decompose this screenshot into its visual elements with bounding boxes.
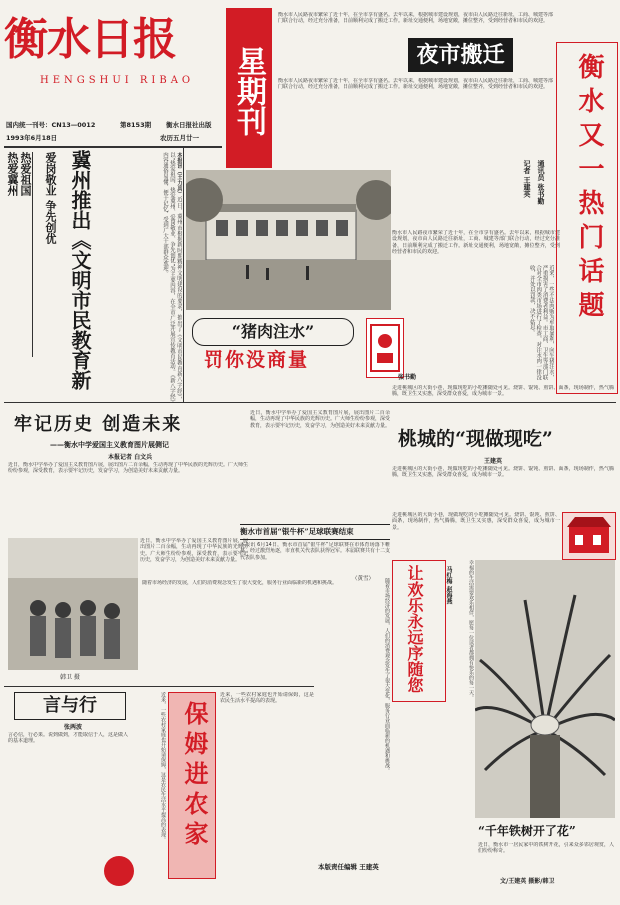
history-headline: 牢记历史 创造未来 [14, 414, 183, 435]
nanny-body-left: 近来，一些农村家庭也开始请保姆，这是农民生活水平提高的表现。 [160, 692, 166, 842]
night-market-body-top: 衡水市人民路夜市繁荣了近十年，在全市享有盛名。去年以来，根据城市建设规划，夜市由人民路迁往新址，工商、城建等部门联合行动，经过充分准备，日前顺利完成了搬迁工作。新址交通便利，场地宽敞，摊位整齐，受到经营者和市民的欢迎。 [278, 12, 553, 25]
history-photo [8, 538, 138, 670]
football-body: 本报讯 6月14日，衡水市首届“银牛杯”足球联赛在市体育场落下帷幕。经过激烈角逐，市直机关代表队获得冠军。本届联赛共有十二支代表队参加。 [240, 542, 390, 561]
night-market-body: 衡水市人民路夜市繁荣了近十年，在全市享有盛名。去年以来，根据城市建设规划，夜市由人民路迁往新址，工商、城建等部门联合行动，经过充分准备，日前顺利完成了搬迁工作。新址交通便利，场地宽敞，摊位整齐，受到经营者和市民的欢迎。 [278, 78, 553, 91]
football-headline: 衡水市首届“银牛杯”足球联赛结束 [240, 524, 390, 540]
slogan-3: 爱岗敬业 [44, 152, 57, 196]
tree-credit: 文/王建英 摄影/韩卫 [500, 878, 555, 885]
lunar-date: 农历五月廿一 [160, 134, 199, 142]
issue-number: 第8153期 [120, 121, 152, 129]
tree-photo [475, 560, 615, 818]
lead-body [100, 152, 182, 402]
nanny-body: 近来，一些农村家庭也开始请保姆，这是农民生活水平提高的表现。 [220, 692, 314, 705]
yiyi-title: 言与行 [14, 692, 126, 720]
pork-byline: 张书勤 [398, 374, 417, 381]
let-body: 幸福的生活需要欢乐相伴，愿每一位读者都拥有快乐的每一天。 [468, 560, 474, 700]
history-photo-caption: 韩卫 摄 [60, 674, 80, 681]
history-body-col3: 近日，衡水中学举办了爱国主义教育图片展，展出图片二百余幅，生动再现了中华民族的光辉历史。广大师生纷纷参观，深受教育，表示要牢记历史，发奋学习，为创造美好未来贡献力量。 [250, 410, 390, 429]
history-body: 近日，衡水中学举办了爱国主义教育图片展，展出图片二百余幅，生动再现了中华民族的光辉历史。广大师生纷纷参观，深受教育，表示要牢记历史，发奋学习，为创造美好未来贡献力量。 [8, 462, 248, 475]
issn: 国内统一刊号：CN13—0012 [6, 121, 96, 129]
history-byline: 本报记者 白文兵 [108, 454, 153, 461]
tree-body: 近日，衡水市一居民家中的铁树开花，引来众多邻居观赏，人们纷纷称奇。 [478, 842, 614, 855]
taocheng-body: 走进桃城区的大街小巷，现做现吃的小吃摊随处可见。烧饼、馄饨、煎饼、面条，现场制作，热气腾腾，既卫生又实惠，深受群众喜爱，成为城市一景。 [392, 466, 614, 479]
lead-text: 近日，冀州市根据新时期精神文明建设的要求，推出了《文明市民教育新八字经》，以“热爱祖国、热爱冀州、爱岗敬业、争先创优”为主要内容，在全市广泛开展宣传教育活动。《新八字经》内容通俗易懂，便于记忆，受到广大干部群众欢迎。 [162, 152, 182, 402]
football-credit: （黄雪） [352, 576, 375, 582]
slogan-column [6, 152, 33, 357]
cycad-illustration [475, 560, 615, 818]
lead-headline: 冀州推出《文明市民教育新 [68, 150, 92, 390]
taocheng-body-top: 走进桃城区的大街小巷，现做现吃的小吃摊随处可见。烧饼、馄饨、煎饼、面条，现场制作，热气腾腾，既卫生又实惠，深受群众喜爱，成为城市一景。 [392, 385, 614, 398]
publisher: 衡水日报社出版 [166, 121, 212, 129]
bottom-divider [4, 686, 314, 687]
slogan-1: 热爱祖国 [19, 152, 32, 196]
taocheng-body-cont: 走进桃城区的大街小巷，现做现吃的小吃摊随处可见。烧饼、馄饨、煎饼、面条，现场制作，热气腾腾，既卫生又实惠，深受群众喜爱，成为城市一景。 [392, 512, 560, 531]
publish-date: 1993年6月18日 [6, 134, 58, 142]
history-subhead: ——衡水中学爱国主义教育图片展侧记 [50, 441, 169, 449]
masthead-title: 衡水日报 [4, 14, 176, 65]
hot-topic-headline: 衡水又一热门话题 [574, 53, 604, 325]
nanny-headline-box [168, 692, 216, 879]
lead-byline: 本报讯（王力具） [176, 152, 182, 197]
slogan-column-2 [34, 152, 58, 357]
let-headline: 让欢乐永远序随您 [405, 565, 424, 693]
night-market-headline: 夜市搬迁 [408, 38, 513, 72]
pork-headline: “猪肉注水” [192, 318, 354, 346]
night-market-body-cont: 衡水市人民路夜市繁荣了近十年，在全市享有盛名。去年以来，根据城市建设规划，夜市由人民路迁往新址，工商、城建等部门联合行动，经过充分准备，日前顺利完成了搬迁工作。新址交通便利，场地宽敞，摊位整齐，受到经营者和市民的欢迎。 [392, 230, 560, 256]
pork-side-text: 近来，一些不法肉贩为牟取暴利，向生猪注水，严重损害了消费者利益。市工商、卫生等部门联合对全市肉类市场进行了检查，对注水肉一律没收，并处以罚款，决不姑息。 [528, 265, 554, 380]
nanny-headline: 保姆进农家 [180, 701, 209, 851]
yiyi-author: 张两波 [64, 724, 83, 731]
let-headline-box [392, 560, 446, 702]
page-editor: 本版责任编辑 王建英 [318, 863, 379, 871]
pork-subhead: 罚你没商量 [204, 349, 310, 371]
exhibition-illustration [8, 538, 138, 670]
taocheng-headline: 桃城的“现做现吃” [398, 428, 553, 450]
hot-topic-box [556, 42, 618, 394]
cup-emblem-icon [104, 856, 134, 886]
writer-credit-2: 通讯员 张书勤 [537, 160, 545, 205]
history-body-cont: 近日，衡水中学举办了爱国主义教育图片展，展出图片二百余幅，生动再现了中华民族的光辉历史。广大师生纷纷参观，深受教育，表示要牢记历史，发奋学习，为创造美好未来贡献力量。 [140, 538, 248, 564]
column-rule [183, 148, 184, 403]
taocheng-byline: 王建英 [484, 458, 503, 465]
masthead-pinyin: HENGSHUI RIBAO [40, 75, 195, 86]
weekly-badge: 星期刊 [226, 8, 272, 168]
food-stall-icon [563, 513, 615, 559]
yiyi-body: 言必信，行必果。说到做到，才能取信于人，这是做人的基本道理。 [8, 732, 128, 745]
cartoon-stamp-icon [367, 319, 403, 377]
stamp-graphic [366, 318, 404, 378]
let-byline: 马红梅 赵海燕 [445, 566, 452, 605]
masthead-divider [4, 146, 222, 148]
slogan-4: 争先创优 [44, 199, 57, 244]
writer-credit-1: 记者 王建英 [523, 160, 531, 198]
comment-body-top: 随着市场经济的发展，人们的消费观念发生了很大变化，服务行业面临新的机遇和挑战。 [142, 580, 338, 586]
tree-caption: “千年铁树开了花” [478, 824, 576, 838]
slogan-2: 热爱冀州 [6, 152, 19, 196]
taocheng-graphic [562, 512, 616, 560]
comment-body: 随着市场经济的发展，人们的消费观念发生了很大变化，服务行业面临新的机遇和挑战。 [384, 578, 390, 773]
